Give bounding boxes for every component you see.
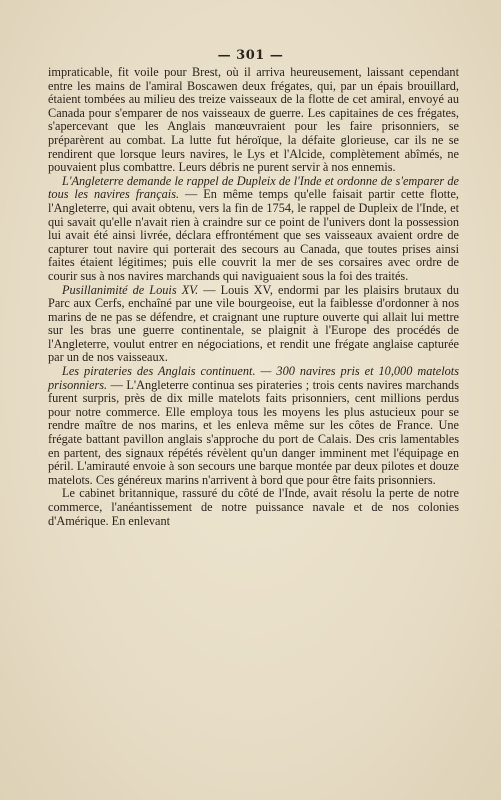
paragraph-body: — Louis XV, endormi par les plaisirs brutaux du Parc aux Cerfs, enchaîné par une vile bourgeoise, eut la faiblesse d'ordonner à nos marins de ne pas se défendre, et craignant une rupture ouverte qui allait lui mettre sur les bras une guerre continentale, se plaignit à l'Europe des procédés de l'Angleterre, voulut entrer en négociations, et rendit une frégate anglaise capturée par un de nos vaisseaux. (48, 282, 459, 365)
paragraph-body: Le cabinet britannique, rassuré du côté de l'Inde, avait résolu la perte de notre commerce, l'anéantissement de notre puissance navale et de nos colonies d'Amérique. En enlevant (48, 486, 459, 528)
paragraph (48, 365, 459, 487)
paragraph (48, 175, 459, 284)
page-number: — 301 — (217, 48, 284, 63)
paragraph-heading: Pusillanimité de Louis XV. (62, 282, 199, 297)
paragraph-body: — L'Angleterre continua ses pirateries ; trois cents navires marchands furent surpris, près de dix mille matelots faits prisonniers, cent millions perdus pour notre commerce. Elle employa tous les moyens les plus astucieux pour se rendre maître de nos marins, et les enleva même sur les côtes de France. Une frégate battant pavillon anglais s'approche du port de Calais. Des cris lamentables en partent, des signaux répétés révèlent qu'un danger imminent met l'équipage en péril. L'amirauté envoie à son secours une barque montée par deux pilotes et douze matelots. Ces généreux marins n'arrivent à bord que pour être faits prisonniers. (48, 377, 459, 487)
paragraph (48, 284, 459, 366)
paragraph-body: impraticable, fit voile pour Brest, où il arriva heureusement, laissant cependant entre les mains de l'amiral Boscawen deux frégates, qui, par un épais brouillard, étaient tombées au milieu des treize vaisseaux de la flotte de cet amiral, envoyé au Canada pour s'emparer de nos vaisseaux de guerre. Les capitaines de ces frégates, s'apercevant que les Anglais manœuvraient pour les faire prisonniers, se préparèrent au combat. La lutte fut héroïque, la défaite glorieuse, car ils ne se rendirent que lorsque leurs navires, le Lys et l'Alcide, complètement abîmés, ne pouvaient plus combattre. Leurs débris ne purent servir à nos ennemis. (48, 65, 459, 175)
paragraph-heading: L'Angleterre demande le rappel de Dupleix de l'Inde et ordonne de s'emparer de tous les navires français. (48, 173, 459, 202)
paragraph (48, 66, 459, 175)
paragraph-body: — En même temps qu'elle faisait partir cette flotte, l'Angleterre, qui avait obtenu, vers la fin de 1754, le rappel de Dupleix de l'Inde, et qui savait qu'elle n'avait rien à craindre sur ce point de l'univers dont la possession lui avait été ainsi livrée, déclara effrontément que ses vaisseaux avaient ordre de capturer tout navire qui porterait des secours au Canada, que toutes prises ainsi faites étaient légitimes; puis elle couvrit la mer de ses corsaires avec ordre de courir sus à nos navires marchands qui naviguaient sous la foi des traités. (48, 187, 459, 283)
paragraph (48, 487, 459, 528)
paragraph-heading: Les pirateries des Anglais continuent. — 300 navires pris et 10,000 matelots prisonniers. (48, 364, 459, 392)
body-text (48, 66, 459, 528)
